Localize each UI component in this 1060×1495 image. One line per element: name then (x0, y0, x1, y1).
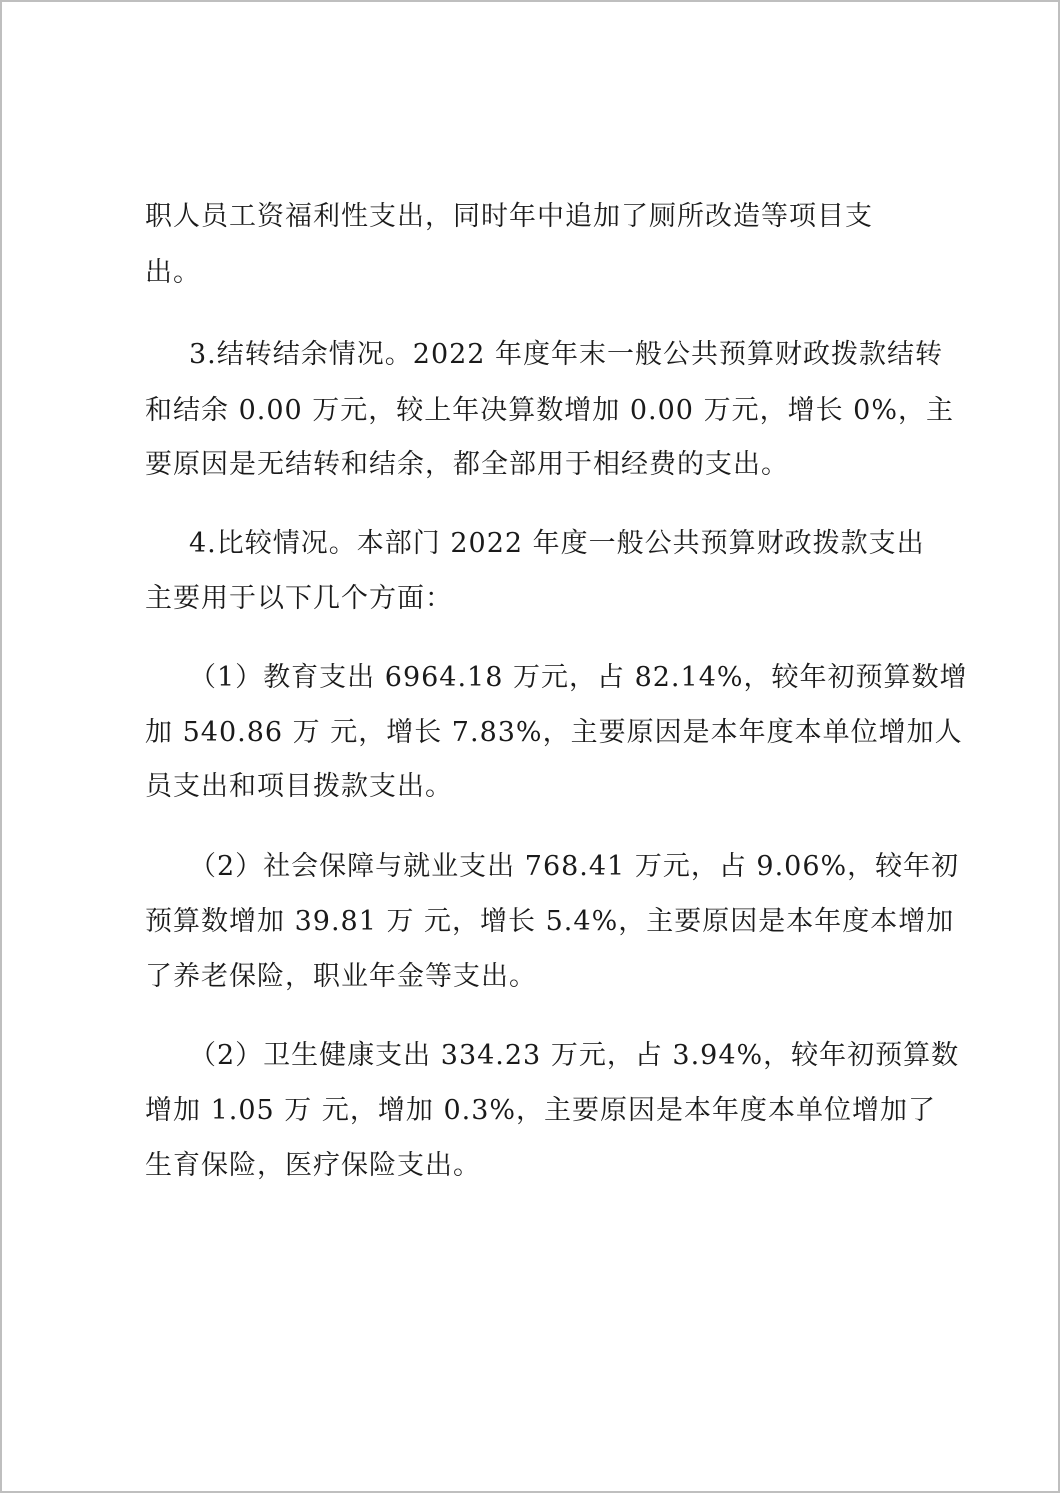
text-line: 员支出和项目拨款支出。 (145, 771, 453, 802)
list-item-social-security: （2）社会保障与就业支出 768.41 万元，占 9.06%，较年初 (189, 851, 960, 882)
text-line: 预算数增加 39.81 万 元，增长 5.4%，主要原因是本年度本增加 (145, 906, 955, 937)
text-line: 要原因是无结转和结余，都全部用于相经费的支出。 (145, 449, 789, 480)
text-line: 出。 (145, 257, 201, 288)
text-line: 了养老保险，职业年金等支出。 (145, 961, 537, 992)
text-line: 生育保险，医疗保险支出。 (145, 1150, 481, 1181)
list-item-education: （1）教育支出 6964.18 万元，占 82.14%，较年初预算数增 (189, 662, 968, 693)
text-line: 加 540.86 万 元，增长 7.83%，主要原因是本年度本单位增加人 (145, 717, 963, 748)
text-line: 职人员工资福利性支出，同时年中追加了厕所改造等项目支 (145, 201, 873, 232)
paragraph-heading-carryover: 3.结转结余情况。2022 年度年末一般公共预算财政拨款结转 (189, 339, 944, 370)
text-line: 增加 1.05 万 元，增加 0.3%，主要原因是本年度本单位增加了 (145, 1095, 937, 1126)
text-line: 主要用于以下几个方面： (145, 583, 453, 614)
text-line: 和结余 0.00 万元，较上年决算数增加 0.00 万元，增长 0%，主 (145, 395, 954, 426)
paragraph-heading-comparison: 4.比较情况。本部门 2022 年度一般公共预算财政拨款支出 (189, 528, 925, 559)
list-item-health: （2）卫生健康支出 334.23 万元，占 3.94%，较年初预算数 (189, 1040, 960, 1071)
